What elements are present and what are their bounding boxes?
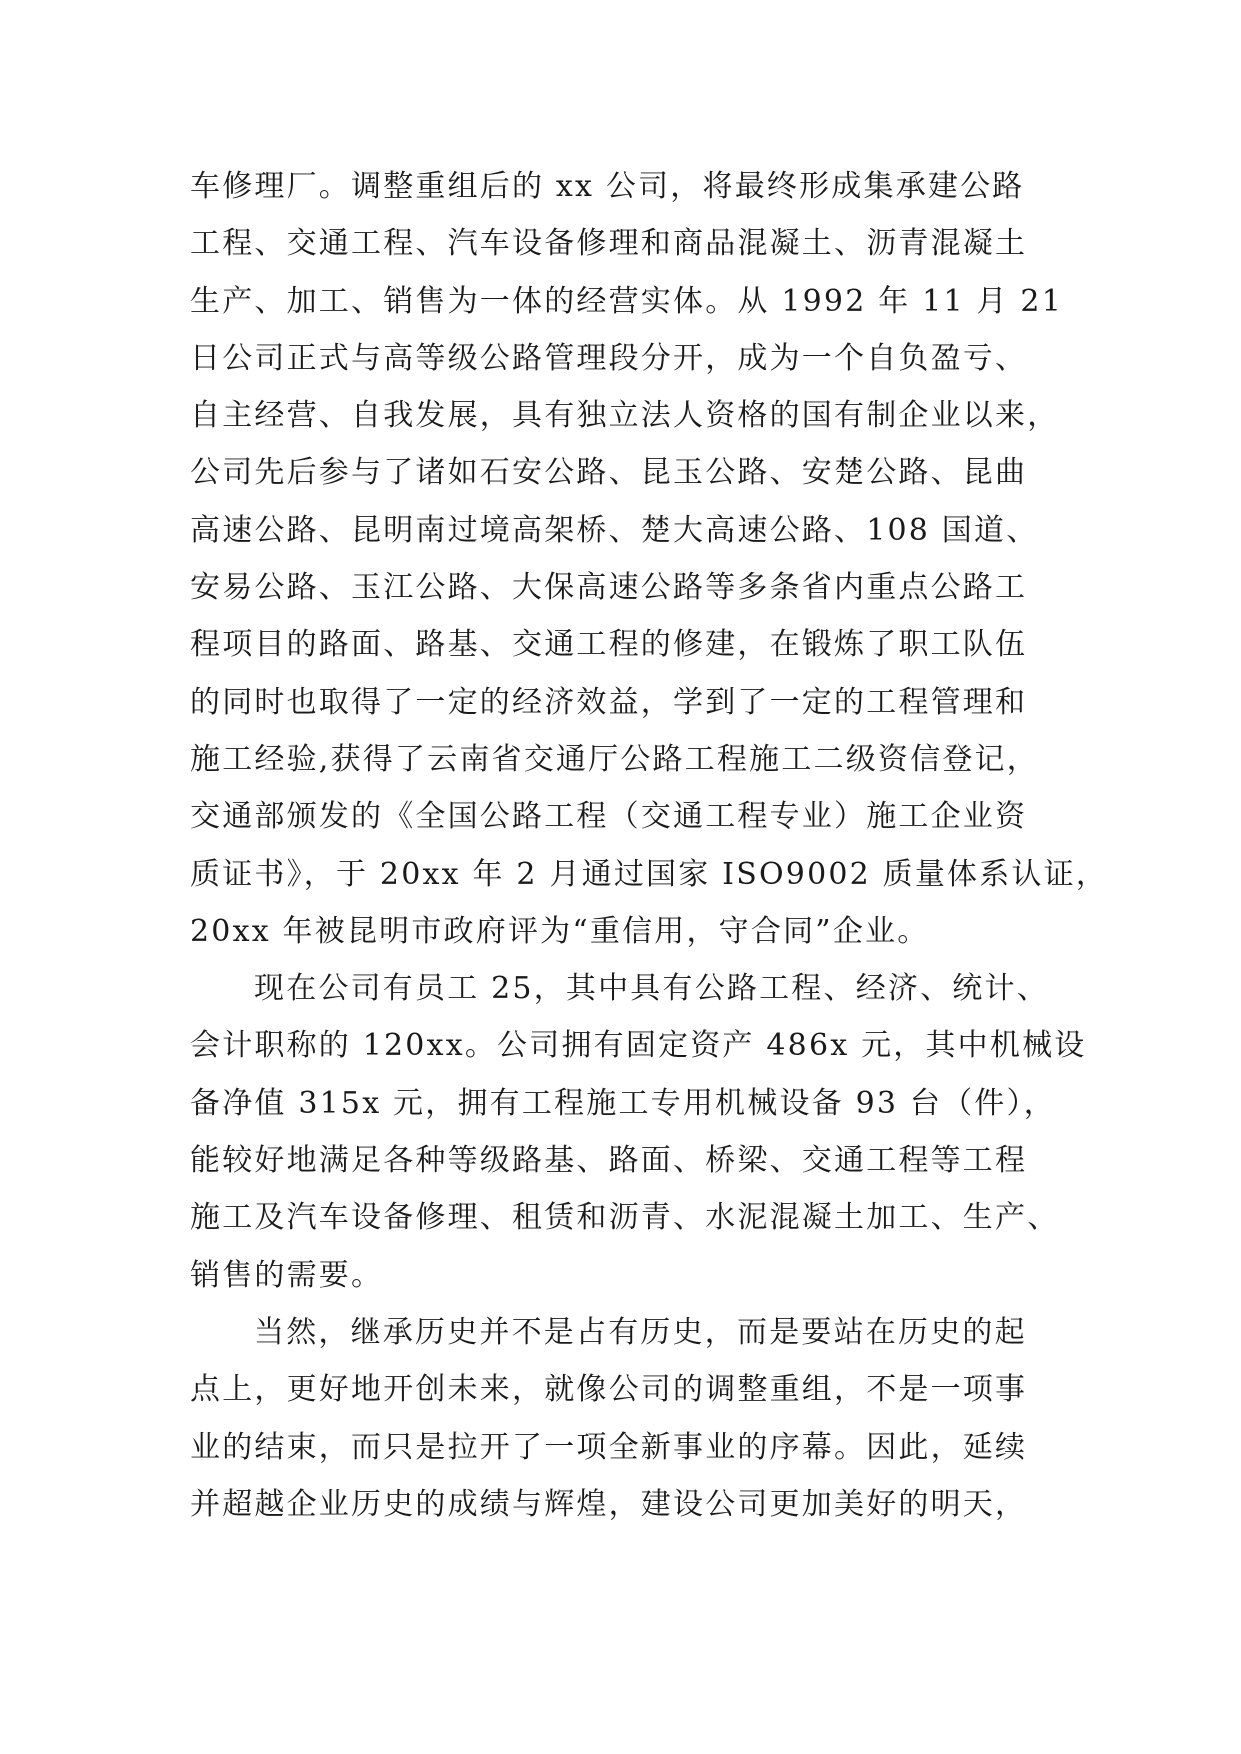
text-line: 质证书》，于 20xx 年 2 月通过国家 ISO9002 质量体系认证， <box>190 856 1109 892</box>
body-text <box>190 158 1109 1533</box>
text-line: 的同时也取得了一定的经济效益，学到了一定的工程管理和 <box>190 684 1028 720</box>
text-line: 程项目的路面、路基、交通工程的修建，在锻炼了职工队伍 <box>190 627 1028 663</box>
text-line: 高速公路、昆明南过境高架桥、楚大高速公路、108 国道、 <box>190 512 1039 548</box>
text-line: 生产、加工、销售为一体的经营实体。从 1992 年 11 月 21 <box>190 283 1063 319</box>
text-line: 业的结束，而只是拉开了一项全新事业的序幕。因此，延续 <box>190 1429 1028 1465</box>
text-line: 会计职称的 120xx。公司拥有固定资产 486x 元，其中机械设 <box>190 1028 1087 1064</box>
text-line: 交通部颁发的《全国公路工程（交通工程专业）施工企业资 <box>190 799 1028 835</box>
text-line: 自主经营、自我发展，具有独立法人资格的国有制企业以来， <box>190 398 1060 434</box>
text-line: 点上，更好地开创未来，就像公司的调整重组，不是一项事 <box>190 1372 1028 1408</box>
text-line: 备净值 315x 元，拥有工程施工专用机械设备 93 台（件）， <box>190 1085 1056 1121</box>
text-line: 施工经验,获得了云南省交通厅公路工程施工二级资信登记， <box>190 741 1039 777</box>
text-line: 工程、交通工程、汽车设备修理和商品混凝土、沥青混凝土 <box>190 226 1028 262</box>
paragraph-first-line: 当然，继承历史并不是占有历史，而是要站在历史的起 <box>254 1314 1027 1350</box>
text-line: 施工及汽车设备修理、租赁和沥青、水泥混凝土加工、生产、 <box>190 1200 1060 1236</box>
text-line: 并超越企业历史的成绩与辉煌，建设公司更加美好的明天， <box>190 1486 1028 1522</box>
text-line: 能较好地满足各种等级路基、路面、桥梁、交通工程等工程 <box>190 1143 1028 1179</box>
text-line: 安易公路、玉江公路、大保高速公路等多条省内重点公路工 <box>190 570 1028 606</box>
text-line: 销售的需要。 <box>190 1257 384 1293</box>
text-line: 车修理厂。调整重组后的 xx 公司，将最终形成集承建公路 <box>190 169 1025 204</box>
text-line: 公司先后参与了诸如石安公路、昆玉公路、安楚公路、昆曲 <box>190 455 1028 491</box>
text-line: 日公司正式与高等级公路管理段分开，成为一个自负盈亏、 <box>190 340 1028 376</box>
paragraph-first-line: 现在公司有员工 25，其中具有公路工程、经济、统计、 <box>254 971 1049 1007</box>
text-line: 20xx 年被昆明市政府评为“重信用，守合同”企业。 <box>190 913 930 949</box>
